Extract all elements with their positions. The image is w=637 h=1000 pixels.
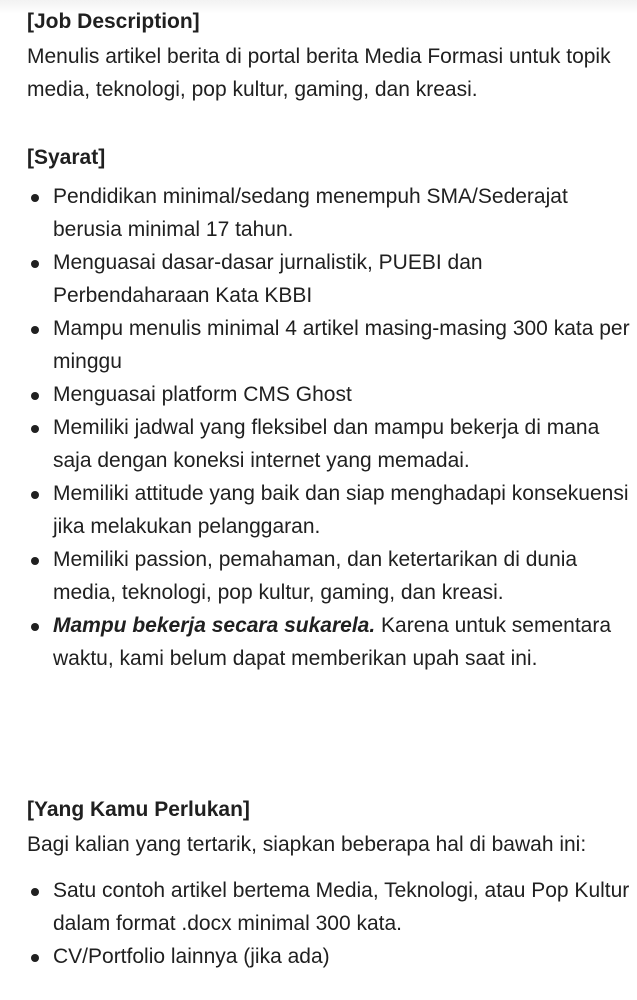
list-item (27, 411, 632, 477)
requirements-list (27, 874, 632, 973)
list-item-text: Memiliki attitude yang baik dan siap menghadapi konsekuensi jika melakukan pelanggaran. (53, 482, 629, 538)
list-item (27, 543, 632, 609)
list-item-emphasis: Mampu bekerja secara sukarela. (53, 614, 376, 637)
list-item-text: Menguasai platform CMS Ghost (53, 383, 352, 406)
list-item-text: Pendidikan minimal/sedang menempuh SMA/Sederajat berusia minimal 17 tahun. (53, 185, 568, 241)
list-item-text: Menguasai dasar-dasar jurnalistik, PUEBI dan Perbendaharaan Kata KBBI (53, 251, 483, 307)
yang-kamu-perlukan-intro: Bagi kalian yang tertarik, siapkan beberapa hal di bawah ini: (27, 833, 587, 856)
list-item (27, 378, 632, 411)
list-item-text: Satu contoh artikel bertema Media, Teknologi, atau Pop Kultur dalam format .docx minimal 300 kata. (53, 879, 630, 935)
section-heading-syarat: [Syarat] (27, 146, 106, 169)
list-item (27, 246, 632, 312)
syarat-list (27, 180, 632, 675)
section-syarat (27, 141, 632, 675)
section-job-description (27, 5, 632, 106)
section-heading-job-description: [Job Description] (27, 10, 200, 33)
list-item (27, 874, 632, 940)
job-description-text: Menulis artikel berita di portal berita Media Formasi untuk topik media, teknologi, pop kultur, gaming, dan kreasi. (27, 45, 611, 101)
list-item-text: Memiliki passion, pemahaman, dan ketertarikan di dunia media, teknologi, pop kultur, gaming, dan kreasi. (53, 548, 578, 604)
list-item-text: CV/Portfolio lainnya (jika ada) (53, 945, 330, 968)
list-item (27, 609, 632, 675)
list-item (27, 940, 632, 973)
list-item (27, 312, 632, 378)
list-item (27, 180, 632, 246)
list-item-text: Karena untuk sementara waktu, kami belum dapat memberikan upah saat ini. (53, 614, 612, 670)
list-item (27, 477, 632, 543)
section-heading-yang-kamu-perlukan: [Yang Kamu Perlukan] (27, 798, 250, 821)
list-item-text: Mampu menulis minimal 4 artikel masing-masing 300 kata per minggu (53, 317, 630, 373)
section-yang-kamu-perlukan (27, 793, 632, 973)
list-item-text: Memiliki jadwal yang fleksibel dan mampu bekerja di mana saja dengan koneksi internet yang memadai. (53, 416, 600, 472)
